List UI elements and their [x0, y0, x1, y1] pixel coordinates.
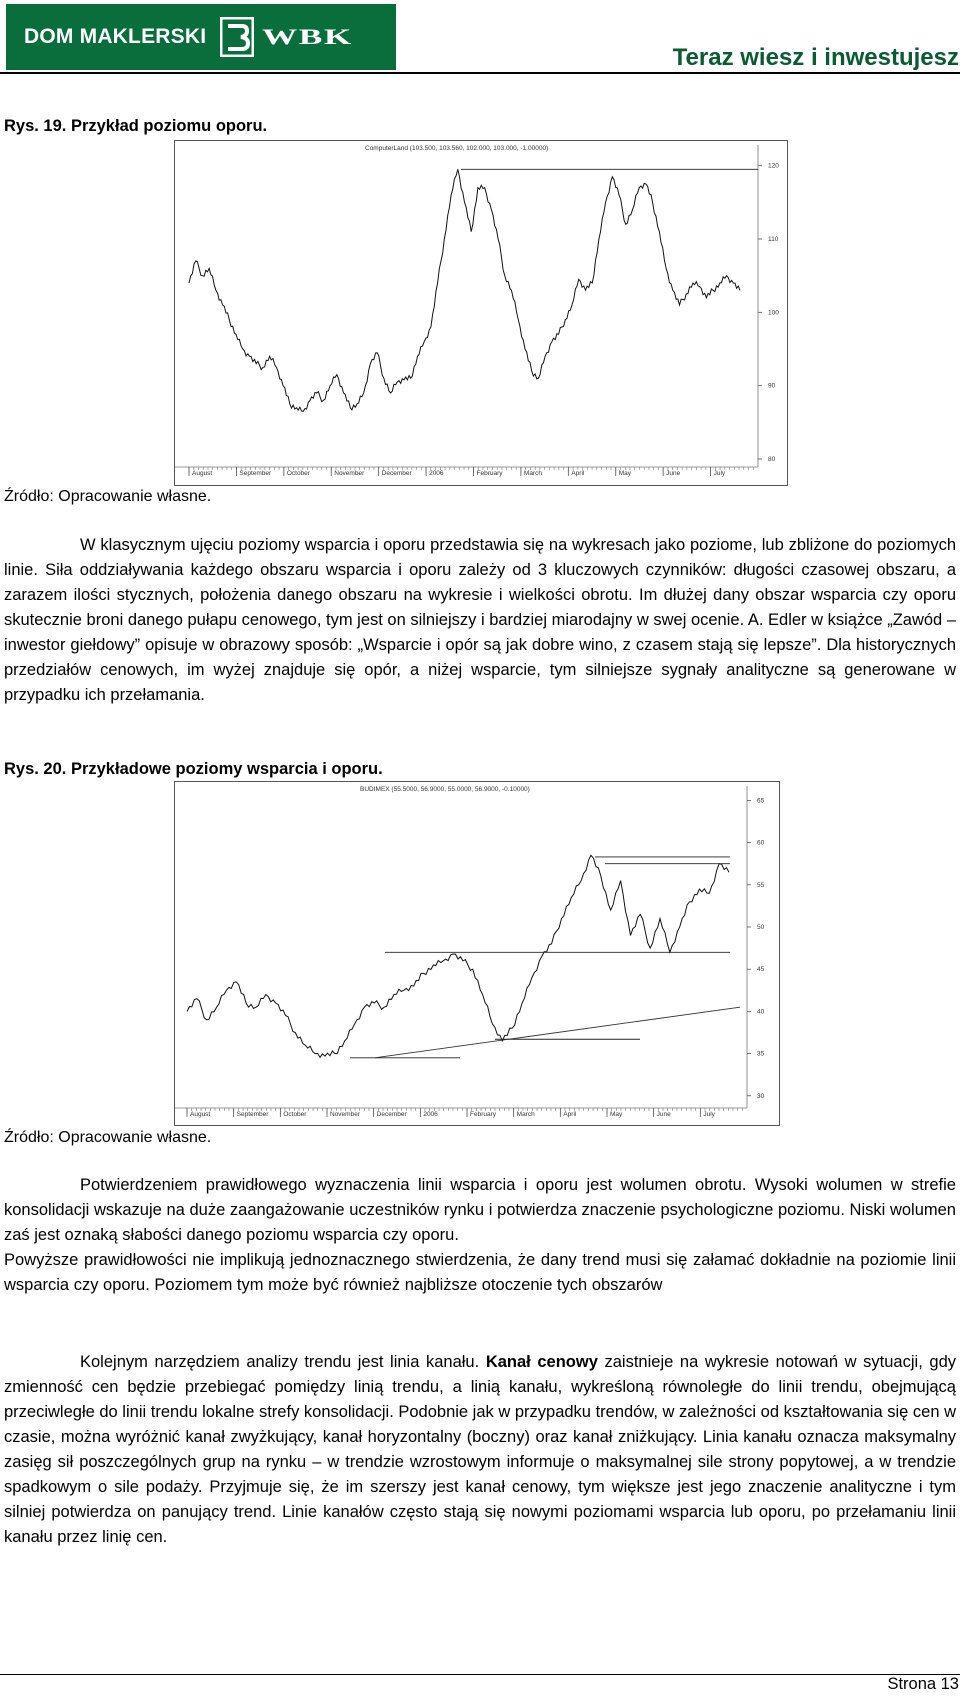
fig19-x-tick-label: March — [523, 470, 542, 477]
logo-brand: WBK — [262, 24, 354, 49]
fig19-x-tick-label: November — [334, 470, 365, 477]
fig20-x-tick-label: August — [190, 1111, 211, 1118]
figure-19-svg — [175, 141, 787, 485]
logo-mark-icon — [220, 17, 254, 57]
fig20-y-tick-label: 50 — [757, 924, 765, 932]
fig19-price-line — [189, 169, 740, 411]
paragraph-3-before: Kolejnym narzędziem analizy trendu jest linia kanału. — [80, 1353, 486, 1371]
figure-20-svg — [175, 782, 779, 1125]
fig19-x-tick-label: October — [286, 470, 310, 477]
fig20-y-tick-label: 45 — [757, 966, 765, 974]
fig20-x-tick-label: July — [703, 1111, 715, 1118]
fig20-x-tick-label: December — [376, 1111, 407, 1118]
fig20-x-tick-label: September — [236, 1111, 269, 1118]
paragraph-channel — [4, 1350, 956, 1550]
company-logo — [6, 4, 396, 70]
figure-19-source: Źródło: Opracowanie własne. — [4, 488, 212, 505]
paragraph-support-resistance — [4, 533, 956, 708]
fig20-x-tick-label: May — [610, 1111, 623, 1118]
paragraph-2a-text: Potwierdzeniem prawidłowego wyznaczenia linii wsparcia i oporu jest wolumen obrotu. Wysoki wolumen w strefie konsolidacji wskazuje na duże zaangażowanie uczestników rynku i potwierdza znaczenie psychologiczne poziomu. Niski wolumen zaś jest oznaką słabości danego poziomu wsparcia czy oporu. — [4, 1176, 956, 1244]
fig20-x-tick-label: June — [656, 1111, 671, 1118]
fig19-x-tick-label: July — [713, 470, 726, 477]
fig19-x-tick-label: April — [571, 470, 585, 477]
figure-20-source: Źródło: Opracowanie własne. — [4, 1129, 212, 1146]
fig20-x-tick-label: November — [330, 1111, 360, 1118]
fig20-x-tick-label: February — [470, 1111, 497, 1118]
fig20-y-tick-label: 55 — [757, 881, 765, 889]
figure-19-chart — [174, 140, 788, 486]
fig20-x-tick-label: October — [283, 1111, 307, 1118]
fig19-x-tick-label: December — [381, 470, 412, 477]
fig20-x-tick-label: April — [563, 1111, 577, 1118]
footer-divider — [0, 1674, 960, 1675]
fig19-x-tick-label: June — [666, 470, 681, 477]
fig19-y-tick-label: 100 — [768, 309, 779, 317]
fig19-y-tick-label: 120 — [768, 162, 779, 170]
fig19-y-tick-label: 90 — [768, 382, 776, 390]
fig19-x-tick-label: May — [618, 470, 632, 477]
fig20-chart-title: BUDIMEX (55.5000, 56.9000, 55.0000, 56.9000, -0.10000) — [360, 786, 530, 793]
fig20-y-tick-label: 35 — [757, 1050, 765, 1058]
tagline: Teraz wiesz i inwestujesz — [672, 44, 959, 71]
fig19-x-tick-label: 2006 — [429, 470, 444, 477]
fig20-trendline — [375, 1007, 740, 1058]
figure-20-title: Rys. 20. Przykładowe poziomy wsparcia i oporu. — [4, 760, 383, 778]
page-number: Strona 13 — [887, 1675, 959, 1693]
fig19-x-tick-label: February — [476, 470, 503, 477]
paragraph-2b-text: Powyższe prawidłowości nie implikują jednoznacznego stwierdzenia, że dany trend musi się załamać dokładnie na poziomie linii wsparcia czy oporu. Poziomem tym może być również najbliższe otoczenie tych obszarów — [4, 1251, 956, 1294]
paragraph-1-text: W klasycznym ujęciu poziomy wsparcia i oporu przedstawia się na wykresach jako poziome, lub zbliżone do poziomych linie. Siła oddziaływania każdego obszaru wsparcia i oporu zależy od 3 kluczowych czynników: długości czasowej obszaru, a zarazem ilości stycznych, położenia danego obszaru na wykresie i wielkości obrotu. Im dłużej dany obszar wsparcia czy oporu skutecznie broni danego pułapu cenowego, tym jest on silniejszy i bardziej miarodajny w swej ocenie. A. Edler w książce „Zawód – inwestor giełdowy” opisuje w obrazowy sposób: „Wsparcie i opór są jak dobre wino, z czasem stają się lepsze”. Dla historycznych przedziałów cenowych, im wyżej znajduje się opór, a niżej wsparcie, tym silniejsze sygnały analityczne są generowane w przypadku ich przełamania. — [4, 536, 956, 704]
fig20-x-tick-label: 2006 — [423, 1111, 438, 1118]
fig20-price-line — [187, 855, 729, 1057]
paragraph-3-bold: Kanał cenowy — [485, 1353, 598, 1371]
fig19-x-tick-label: September — [239, 470, 272, 477]
logo-text: DOM MAKLERSKI — [24, 25, 207, 48]
figure-19-title: Rys. 19. Przykład poziomu oporu. — [4, 117, 268, 135]
figure-20-chart — [174, 781, 780, 1126]
paragraph-3-after: zaistnieje na wykresie notowań w sytuacji, gdy zmienność cen będzie przebiegać pomiędzy linią trendu, a linią kanału, wykreśloną równoległe do linii trendu, obejmującą przeciwległe do linii trendu lokalne strefy konsolidacji. Podobnie jak w przypadku trendów, w zależności od kształtowania się cen w czasie, można wyróżnić kanał zwyżkujący, kanał horyzontalny (boczny) oraz kanał zniżkujący. Linia kanału oznacza maksymalny zasięg sił poszczególnych grup na rynku – w trendzie wzrostowym informuje o maksymalnej sile strony popytowej, a w trendzie spadkowym o sile podaży. Przyjmuje się, że im szerszy jest kanał cenowy, tym większe jest jego znaczenie analityczne i tym silniej potwierdza on panujący trend. Linie kanałów często stają się nowymi poziomami wsparcia lub oporu, po przełamaniu linii kanału przez linię cen. — [4, 1353, 956, 1546]
header-divider — [0, 72, 960, 74]
fig20-y-tick-label: 40 — [757, 1008, 765, 1016]
fig20-x-tick-label: March — [516, 1111, 535, 1118]
fig19-x-tick-label: August — [192, 470, 213, 477]
paragraph-volume — [4, 1173, 956, 1298]
fig19-chart-title: ComputerLand (103.500, 103.560, 102.000, 103.000, -1.00000) — [365, 145, 549, 152]
fig20-y-tick-label: 65 — [757, 797, 765, 805]
fig19-y-tick-label: 80 — [768, 456, 776, 463]
fig19-y-tick-label: 110 — [768, 236, 779, 243]
fig20-y-tick-label: 60 — [757, 839, 765, 847]
fig20-y-tick-label: 30 — [757, 1092, 765, 1100]
